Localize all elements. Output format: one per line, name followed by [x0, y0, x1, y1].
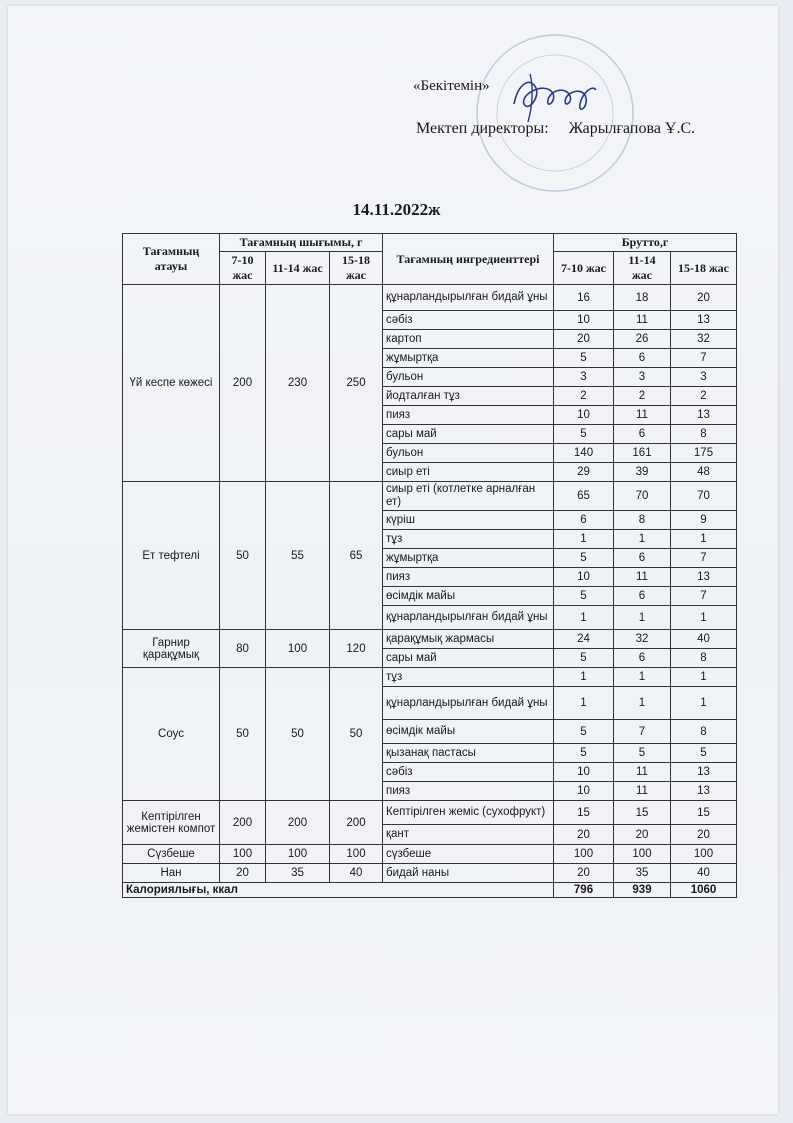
dish-name: Ет тефтелі	[123, 482, 220, 630]
ingredient-gross: 20	[671, 825, 737, 845]
ingredient-gross: 7	[671, 349, 737, 368]
ingredient-gross: 48	[671, 463, 737, 482]
ingredient-gross: 9	[671, 511, 737, 530]
ingredient-gross: 161	[614, 444, 671, 463]
dish-yield: 50	[220, 668, 266, 801]
ingredient-name: пияз	[383, 568, 554, 587]
ingredient-gross: 140	[554, 444, 614, 463]
ingredient-gross: 18	[614, 285, 671, 311]
dish-yield: 65	[330, 482, 383, 630]
ingredient-name: сәбіз	[383, 763, 554, 782]
ingredient-gross: 5	[554, 587, 614, 606]
menu-table	[122, 233, 737, 898]
ingredient-gross: 5	[554, 649, 614, 668]
ingredient-gross: 1	[671, 530, 737, 549]
ingredient-name: бульон	[383, 444, 554, 463]
ingredient-name: пияз	[383, 406, 554, 425]
ingredient-gross: 15	[671, 801, 737, 825]
ingredient-gross: 6	[614, 349, 671, 368]
header-yield: Тағамның шығымы, г	[220, 234, 383, 252]
calories-7-10: 796	[554, 883, 614, 898]
header-dish: Тағамның атауы	[123, 234, 220, 285]
ingredient-gross: 40	[671, 864, 737, 883]
ingredient-gross: 6	[614, 425, 671, 444]
ingredient-gross: 35	[614, 864, 671, 883]
ingredient-name: бидай наны	[383, 864, 554, 883]
ingredient-row	[123, 482, 737, 511]
ingredient-row	[123, 668, 737, 687]
dish-name: Сүзбеше	[123, 845, 220, 864]
dish-yield: 200	[220, 801, 266, 845]
ingredient-gross: 5	[554, 744, 614, 763]
header-gross-age-15-18: 15-18 жас	[671, 252, 737, 285]
dish-yield: 50	[266, 668, 330, 801]
ingredient-gross: 2	[671, 387, 737, 406]
ingredient-gross: 7	[671, 549, 737, 568]
ingredient-name: жұмыртқа	[383, 549, 554, 568]
ingredient-name: тұз	[383, 668, 554, 687]
ingredient-gross: 8	[671, 425, 737, 444]
ingredient-gross: 15	[554, 801, 614, 825]
ingredient-gross: 20	[554, 330, 614, 349]
ingredient-gross: 10	[554, 782, 614, 801]
ingredient-gross: 6	[554, 511, 614, 530]
dish-yield: 100	[220, 845, 266, 864]
ingredient-gross: 13	[671, 568, 737, 587]
header-row	[123, 234, 737, 252]
ingredient-row	[123, 864, 737, 883]
dish-yield: 230	[266, 285, 330, 482]
ingredient-gross: 100	[554, 845, 614, 864]
dish-yield: 250	[330, 285, 383, 482]
calories-row	[123, 883, 737, 898]
ingredient-gross: 7	[614, 720, 671, 744]
ingredient-gross: 1	[554, 687, 614, 720]
dish-name: Үй кеспе көжесі	[123, 285, 220, 482]
dish-name: Гарнир қарақұмық	[123, 630, 220, 668]
director-line	[416, 120, 695, 138]
ingredient-name: сары май	[383, 649, 554, 668]
dish-yield: 35	[266, 864, 330, 883]
ingredient-name: картоп	[383, 330, 554, 349]
ingredient-gross: 1	[671, 668, 737, 687]
ingredient-name: қант	[383, 825, 554, 845]
ingredient-name: құнарландырылған бидай ұны	[383, 285, 554, 311]
ingredient-gross: 20	[614, 825, 671, 845]
calories-11-14: 939	[614, 883, 671, 898]
ingredient-name: пияз	[383, 782, 554, 801]
ingredient-gross: 70	[671, 482, 737, 511]
dish-name: Нан	[123, 864, 220, 883]
dish-yield: 120	[330, 630, 383, 668]
ingredient-name: құнарландырылған бидай ұны	[383, 687, 554, 720]
ingredient-row	[123, 845, 737, 864]
dish-yield: 50	[330, 668, 383, 801]
header-gross-age-7-10: 7-10 жас	[554, 252, 614, 285]
ingredient-gross: 10	[554, 763, 614, 782]
ingredient-gross: 2	[614, 387, 671, 406]
ingredient-gross: 13	[671, 763, 737, 782]
ingredient-name: өсімдік майы	[383, 587, 554, 606]
ingredient-gross: 40	[671, 630, 737, 649]
director-label: Мектеп директоры:	[416, 120, 549, 137]
ingredient-name: құнарландырылған бидай ұны	[383, 606, 554, 630]
ingredient-gross: 8	[671, 649, 737, 668]
ingredient-gross: 7	[671, 587, 737, 606]
dish-yield: 200	[266, 801, 330, 845]
dish-yield: 80	[220, 630, 266, 668]
dish-name: Кептірілген жемістен компот	[123, 801, 220, 845]
ingredient-gross: 26	[614, 330, 671, 349]
ingredient-gross: 1	[671, 606, 737, 630]
dish-yield: 40	[330, 864, 383, 883]
ingredient-name: қызанақ пастасы	[383, 744, 554, 763]
ingredient-gross: 3	[614, 368, 671, 387]
ingredient-gross: 8	[671, 720, 737, 744]
director-name: Жарылғапова Ұ.С.	[568, 120, 696, 137]
ingredient-gross: 1	[614, 687, 671, 720]
ingredient-gross: 24	[554, 630, 614, 649]
ingredient-gross: 20	[554, 864, 614, 883]
ingredient-row	[123, 801, 737, 825]
ingredient-name: жұмыртқа	[383, 349, 554, 368]
ingredient-gross: 39	[614, 463, 671, 482]
ingredient-gross: 100	[614, 845, 671, 864]
header-gross-age-11-14: 11-14 жас	[614, 252, 671, 285]
ingredient-row	[123, 630, 737, 649]
ingredient-gross: 29	[554, 463, 614, 482]
ingredient-gross: 20	[671, 285, 737, 311]
dish-yield: 100	[266, 630, 330, 668]
calories-15-18: 1060	[671, 883, 737, 898]
dish-yield: 200	[220, 285, 266, 482]
ingredient-gross: 10	[554, 311, 614, 330]
calories-label: Калориялығы, ккал	[123, 883, 554, 898]
ingredient-name: сиыр еті (котлетке арналған ет)	[383, 482, 554, 511]
ingredient-gross: 13	[671, 406, 737, 425]
ingredient-gross: 6	[614, 587, 671, 606]
ingredient-gross: 13	[671, 782, 737, 801]
ingredient-gross: 5	[554, 549, 614, 568]
ingredient-name: тұз	[383, 530, 554, 549]
ingredient-gross: 11	[614, 311, 671, 330]
ingredient-gross: 70	[614, 482, 671, 511]
dish-yield: 20	[220, 864, 266, 883]
ingredient-gross: 10	[554, 568, 614, 587]
ingredient-gross: 16	[554, 285, 614, 311]
ingredient-gross: 5	[554, 720, 614, 744]
ingredient-gross: 3	[671, 368, 737, 387]
ingredient-name: йодталған тұз	[383, 387, 554, 406]
dish-name: Соус	[123, 668, 220, 801]
ingredient-gross: 65	[554, 482, 614, 511]
ingredient-gross: 1	[671, 687, 737, 720]
ingredient-name: өсімдік майы	[383, 720, 554, 744]
header-gross: Брутто,г	[554, 234, 737, 252]
dish-yield: 50	[220, 482, 266, 630]
ingredient-name: бульон	[383, 368, 554, 387]
menu-date: 14.11.2022ж	[352, 200, 441, 219]
ingredient-gross: 13	[671, 311, 737, 330]
ingredient-name: сары май	[383, 425, 554, 444]
ingredient-gross: 5	[554, 425, 614, 444]
ingredient-gross: 11	[614, 406, 671, 425]
ingredient-gross: 5	[614, 744, 671, 763]
menu-body	[123, 285, 737, 883]
ingredient-name: сиыр еті	[383, 463, 554, 482]
ingredient-gross: 5	[671, 744, 737, 763]
header-ingredients: Тағамның ингредиенттері	[383, 234, 554, 285]
ingredient-gross: 1	[614, 530, 671, 549]
header-yield-age-7-10: 7-10 жас	[220, 252, 266, 285]
dish-yield: 100	[266, 845, 330, 864]
ingredient-gross: 3	[554, 368, 614, 387]
ingredient-gross: 11	[614, 782, 671, 801]
ingredient-name: сүзбеше	[383, 845, 554, 864]
ingredient-gross: 8	[614, 511, 671, 530]
ingredient-gross: 32	[614, 630, 671, 649]
ingredient-row	[123, 285, 737, 311]
ingredient-gross: 1	[554, 606, 614, 630]
ingredient-gross: 5	[554, 349, 614, 368]
ingredient-name: Кептірілген жеміс (сухофрукт)	[383, 801, 554, 825]
ingredient-name: сәбіз	[383, 311, 554, 330]
ingredient-gross: 6	[614, 649, 671, 668]
ingredient-gross: 11	[614, 763, 671, 782]
ingredient-name: қарақұмық жармасы	[383, 630, 554, 649]
ingredient-gross: 6	[614, 549, 671, 568]
ingredient-gross: 1	[614, 668, 671, 687]
ingredient-gross: 1	[614, 606, 671, 630]
header-yield-age-15-18: 15-18 жас	[330, 252, 383, 285]
header-yield-age-11-14: 11-14 жас	[266, 252, 330, 285]
dish-yield: 55	[266, 482, 330, 630]
ingredient-gross: 175	[671, 444, 737, 463]
ingredient-gross: 15	[614, 801, 671, 825]
dish-yield: 100	[330, 845, 383, 864]
ingredient-gross: 11	[614, 568, 671, 587]
ingredient-gross: 32	[671, 330, 737, 349]
approval-label: «Бекітемін»	[413, 78, 490, 94]
ingredient-gross: 20	[554, 825, 614, 845]
ingredient-name: күріш	[383, 511, 554, 530]
ingredient-gross: 2	[554, 387, 614, 406]
ingredient-gross: 100	[671, 845, 737, 864]
ingredient-gross: 1	[554, 668, 614, 687]
ingredient-gross: 1	[554, 530, 614, 549]
dish-yield: 200	[330, 801, 383, 845]
ingredient-gross: 10	[554, 406, 614, 425]
